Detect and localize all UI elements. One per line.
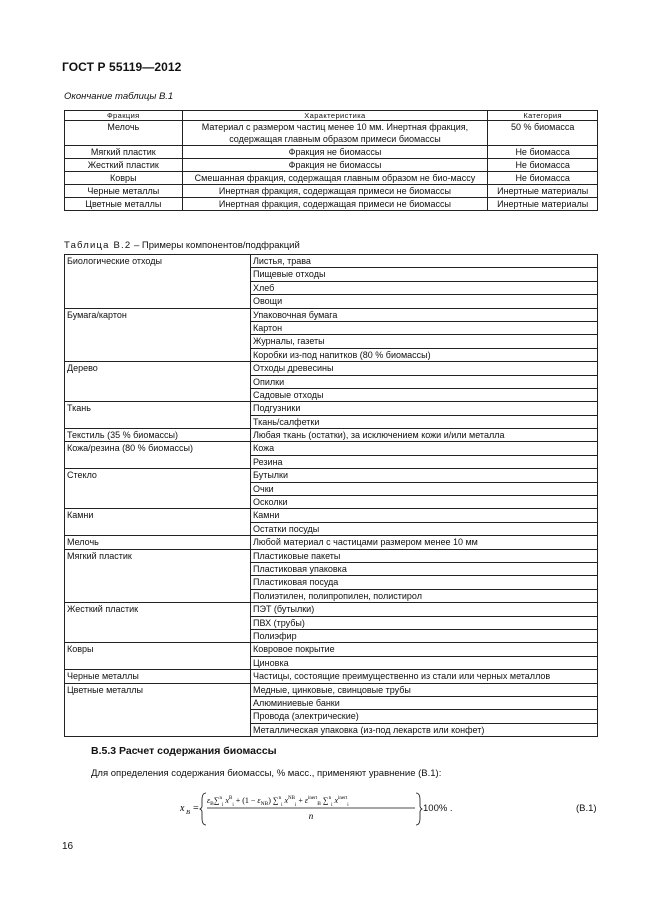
table2-category-cell: Кожа/резина (80 % биомассы) — [65, 442, 251, 469]
table2-row — [65, 429, 598, 442]
table2-caption — [64, 240, 300, 251]
table1-cell-category: Инертные материалы — [488, 198, 598, 211]
table1-cell-characteristic: Фракция не биомассы — [182, 146, 488, 159]
table1-cell-fraction: Мягкий пластик — [65, 146, 183, 159]
table1-row — [65, 121, 598, 146]
table2-category-cell: Мягкий пластик — [65, 549, 251, 603]
table1-cell-characteristic: Инертная фракция, содержащая примеси не биомассы — [182, 198, 488, 211]
table2-category-cell: Камни — [65, 509, 251, 536]
table2-item-cell: Камни — [251, 509, 598, 522]
table2-row — [65, 670, 598, 683]
table2-item-cell: Упаковочная бумага — [251, 308, 598, 321]
formula-left-brace — [200, 793, 206, 825]
table2-item-cell: Коробки из-под напитков (80 % биомассы) — [251, 348, 598, 361]
section-paragraph: Для определения содержания биомассы, % масс., применяют уравнение (В.1): — [91, 768, 442, 779]
table2-category-cell: Ковры — [65, 643, 251, 670]
table2-item-cell: Циновка — [251, 656, 598, 669]
table2-category-cell: Текстиль (35 % биомассы) — [65, 429, 251, 442]
table2-item-cell: Журналы, газеты — [251, 335, 598, 348]
table2-caption-text: – Примеры компонентов/подфракций — [131, 240, 300, 251]
table2-category-cell: Биологические отходы — [65, 255, 251, 309]
table1-cell-category: Инертные материалы — [488, 185, 598, 198]
table2-item-cell: Ковровое покрытие — [251, 643, 598, 656]
formula-percent: 100% . — [423, 803, 453, 814]
table1-cell-fraction: Мелочь — [65, 121, 183, 146]
table1-cell-characteristic: Материал с размером частиц менее 10 мм. Инертная фракция, содержащая главным образом примеси биомассы — [182, 121, 488, 146]
table2-row — [65, 643, 598, 656]
table2-item-cell: ПВХ (трубы) — [251, 616, 598, 629]
table2-row — [65, 442, 598, 455]
table2-item-cell: Листья, трава — [251, 255, 598, 268]
table1-row — [65, 159, 598, 172]
table1-row — [65, 146, 598, 159]
table2-item-cell: Любой материал с частицами размером менее 10 мм — [251, 536, 598, 549]
formula-numerator: $\varepsilon_B\sum^n_i$ $x^B_i + (1 - \varepsilon_{NB})$ ∑$^n_i$ $x^{NB}_i + \varepsilon^{inert}_B$ ∑$^n_i$ $x^{inert}_i$ — [207, 796, 349, 808]
table2-item-cell: Ткань/салфетки — [251, 415, 598, 428]
formula-lhs: x — [180, 803, 185, 814]
table2-category-cell: Жесткий пластик — [65, 603, 251, 643]
table2-item-cell: Пластиковая упаковка — [251, 562, 598, 575]
table2-category-cell: Черные металлы — [65, 670, 251, 683]
table1-cell-characteristic: Инертная фракция, содержащая примеси не биомассы — [182, 185, 488, 198]
table2-item-cell: Очки — [251, 482, 598, 495]
table2-row — [65, 683, 598, 696]
table2-item-cell: Пластиковая посуда — [251, 576, 598, 589]
table2-category-cell: Дерево — [65, 362, 251, 402]
table2-item-cell: ПЭТ (бутылки) — [251, 603, 598, 616]
table1-col-fraction: Фракция — [65, 111, 183, 121]
table2-category-cell: Стекло — [65, 469, 251, 509]
table2-row — [65, 549, 598, 562]
section-title: В.5.3 Расчет содержания биомассы — [91, 745, 277, 757]
table2-row — [65, 469, 598, 482]
table2-item-cell: Овощи — [251, 295, 598, 308]
table2-category-cell: Цветные металлы — [65, 683, 251, 737]
table1-cell-fraction: Жесткий пластик — [65, 159, 183, 172]
table2-item-cell: Хлеб — [251, 281, 598, 294]
table2-item-cell: Отходы древесины — [251, 362, 598, 375]
table2-item-cell: Полиэтилен, полипропилен, полистирол — [251, 589, 598, 602]
table1-row — [65, 198, 598, 211]
table2-item-cell: Опилки — [251, 375, 598, 388]
table2-caption-label: Таблица В.2 — [64, 240, 132, 251]
equation-number: (В.1) — [576, 803, 597, 814]
table1-cell-fraction: Черные металлы — [65, 185, 183, 198]
table2-row — [65, 509, 598, 522]
table2-item-cell: Металлическая упаковка (из-под лекарств или конфет) — [251, 723, 598, 736]
table2-item-cell: Любая ткань (остатки), за исключением кожи и/или металла — [251, 429, 598, 442]
table2-row — [65, 308, 598, 321]
table1-cell-category: Не биомасса — [488, 159, 598, 172]
table2-item-cell: Картон — [251, 321, 598, 334]
table2-item-cell: Бутылки — [251, 469, 598, 482]
formula-lhs-sub: B — [186, 809, 190, 816]
table2-item-cell: Медные, цинковые, свинцовые трубы — [251, 683, 598, 696]
table2-row — [65, 603, 598, 616]
table2-item-cell: Провода (электрические) — [251, 710, 598, 723]
table2-row — [65, 362, 598, 375]
table1-cell-characteristic: Смешанная фракция, содержащая главным образом не био-массу — [182, 172, 488, 185]
table2-category-cell: Мелочь — [65, 536, 251, 549]
table2-item-cell: Кожа — [251, 442, 598, 455]
formula-denominator: n — [308, 811, 314, 821]
table2-item-cell: Подгузники — [251, 402, 598, 415]
table1-cell-fraction: Ковры — [65, 172, 183, 185]
table2-item-cell: Садовые отходы — [251, 388, 598, 401]
table1-cell-fraction: Цветные металлы — [65, 198, 183, 211]
table1-cell-category: 50 % биомасса — [488, 121, 598, 146]
table1-caption: Окончание таблицы В.1 — [64, 91, 174, 102]
table2-item-cell: Остатки посуды — [251, 522, 598, 535]
table2-row — [65, 255, 598, 268]
table2-item-cell: Пищевые отходы — [251, 268, 598, 281]
table2-category-cell: Ткань — [65, 402, 251, 429]
table2-category-cell: Бумага/картон — [65, 308, 251, 362]
table2-item-cell: Осколки — [251, 496, 598, 509]
table2-row — [65, 402, 598, 415]
table2-row — [65, 536, 598, 549]
table1-cell-category: Не биомасса — [488, 172, 598, 185]
page-number: 16 — [62, 841, 74, 852]
table1-cell-category: Не биомасса — [488, 146, 598, 159]
table2-item-cell: Полиэфир — [251, 629, 598, 642]
table-b1-end — [64, 110, 598, 211]
table1-row — [65, 172, 598, 185]
standard-header: ГОСТ Р 55119—2012 — [62, 60, 182, 74]
table1-col-category: Категория — [488, 111, 598, 121]
table1-col-characteristic: Характеристика — [182, 111, 488, 121]
formula-right-brace — [416, 793, 422, 825]
table2-item-cell: Резина — [251, 455, 598, 468]
table2-item-cell: Частицы, состоящие преимущественно из стали или черных металлов — [251, 670, 598, 683]
formula-equals: = — [193, 803, 199, 814]
table2-item-cell: Алюминиевые банки — [251, 696, 598, 709]
table-b2-examples — [64, 254, 598, 737]
table1-row — [65, 185, 598, 198]
table1-header-row — [65, 111, 598, 121]
table1-cell-characteristic: Фракция не биомассы — [182, 159, 488, 172]
table2-item-cell: Пластиковые пакеты — [251, 549, 598, 562]
